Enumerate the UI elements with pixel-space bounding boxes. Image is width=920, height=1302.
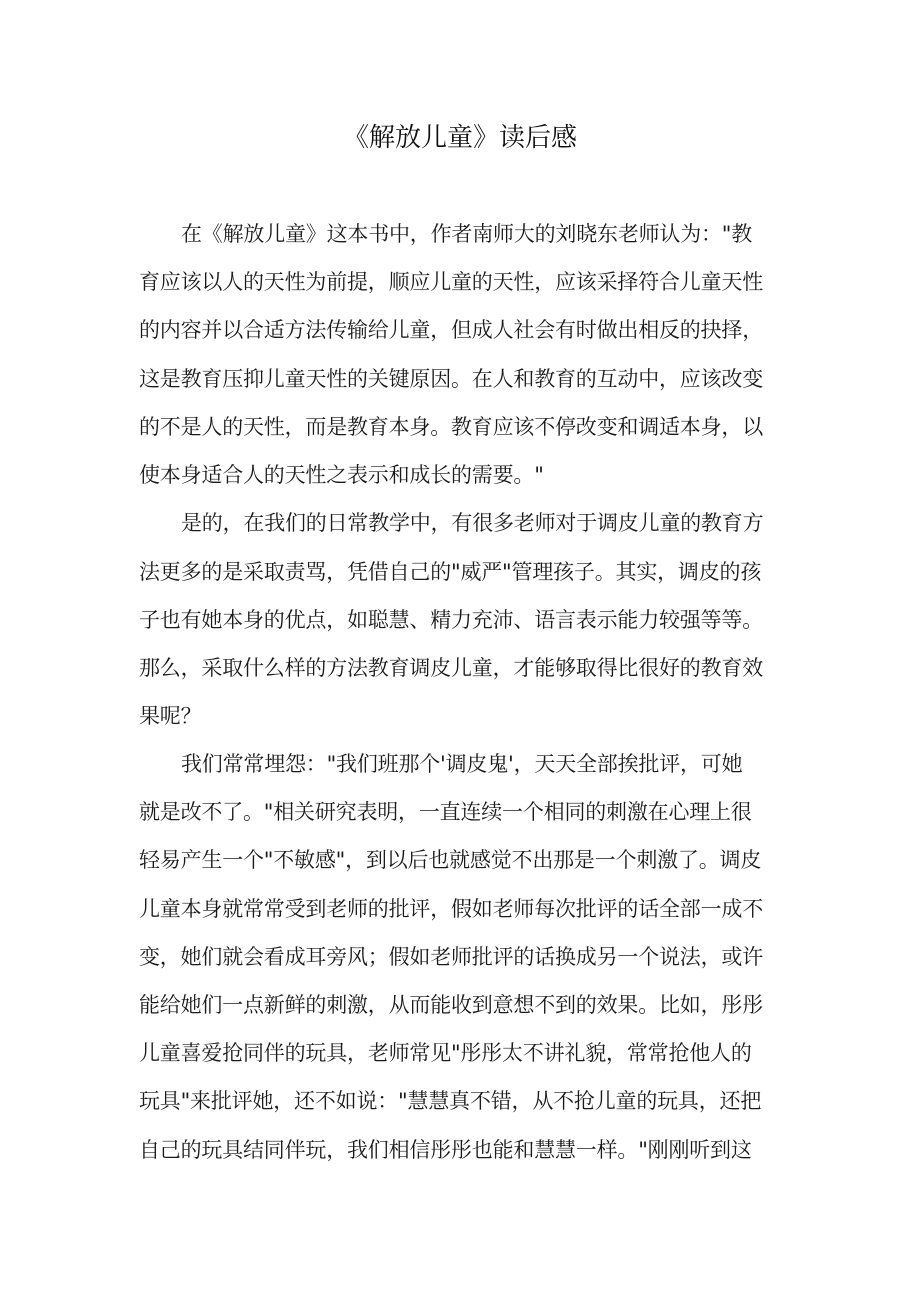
text-line: 儿童喜爱抢同伴的玩具，老师常见"彤彤太不讲礼貌，常常抢他人的 (139, 1041, 752, 1065)
text-line: 子也有她本身的优点，如聪慧、精力充沛、语言表示能力较强等等。 (139, 608, 763, 632)
text-line: 法更多的是采取责骂，凭借自己的"威严"管理孩子。其实，调皮的孩 (139, 560, 762, 584)
text-line: 轻易产生一个"不敏感"，到以后也就感觉不出那是一个刺激了。调皮 (139, 848, 762, 872)
text-line: 自己的玩具结同伴玩，我们相信彤彤也能和慧慧一样。"刚刚听到这 (139, 1138, 752, 1162)
text-line: 果呢？ (139, 704, 202, 728)
text-line: 的内容并以合适方法传输给儿童，但成人社会有时做出相反的抉择， (139, 318, 763, 342)
text-line: 玩具"来批评她，还不如说："慧慧真不错，从不抢儿童的玩具，还把 (139, 1089, 762, 1113)
text-line: 变，她们就会看成耳旁风；假如老师批评的话换成另一个说法，或许 (139, 945, 763, 969)
text-line: 就是改不了。"相关研究表明，一直连续一个相同的刺激在心理上很 (139, 800, 752, 824)
text-line: 使本身适合人的天性之表示和成长的需要。" (139, 463, 544, 487)
text-line: 我们常常埋怨："我们班那个'调皮鬼'，天天全部挨批评，可她 (181, 752, 743, 776)
text-line: 儿童本身就常常受到老师的批评，假如老师每次批评的话全部一成不 (139, 897, 763, 921)
text-line: 这是教育压抑儿童天性的关键原因。在人和教育的互动中，应该改变 (139, 367, 763, 391)
text-line: 在《解放儿童》这本书中，作者南师大的刘晓东老师认为："教 (181, 222, 753, 246)
text-line: 能给她们一点新鲜的刺激，从而能收到意想不到的效果。比如，彤彤 (139, 993, 763, 1017)
text-line: 育应该以人的天性为前提，顺应儿童的天性，应该采择符合儿童天性 (139, 270, 763, 294)
text-line: 的不是人的天性，而是教育本身。教育应该不停改变和调适本身，以 (139, 415, 763, 439)
document-title: 《解放儿童》读后感 (342, 123, 577, 153)
text-line: 是的，在我们的日常教学中，有很多老师对于调皮儿童的教育方 (181, 511, 764, 535)
text-line: 那么，采取什么样的方法教育调皮儿童，才能够取得比很好的教育效 (139, 656, 763, 680)
